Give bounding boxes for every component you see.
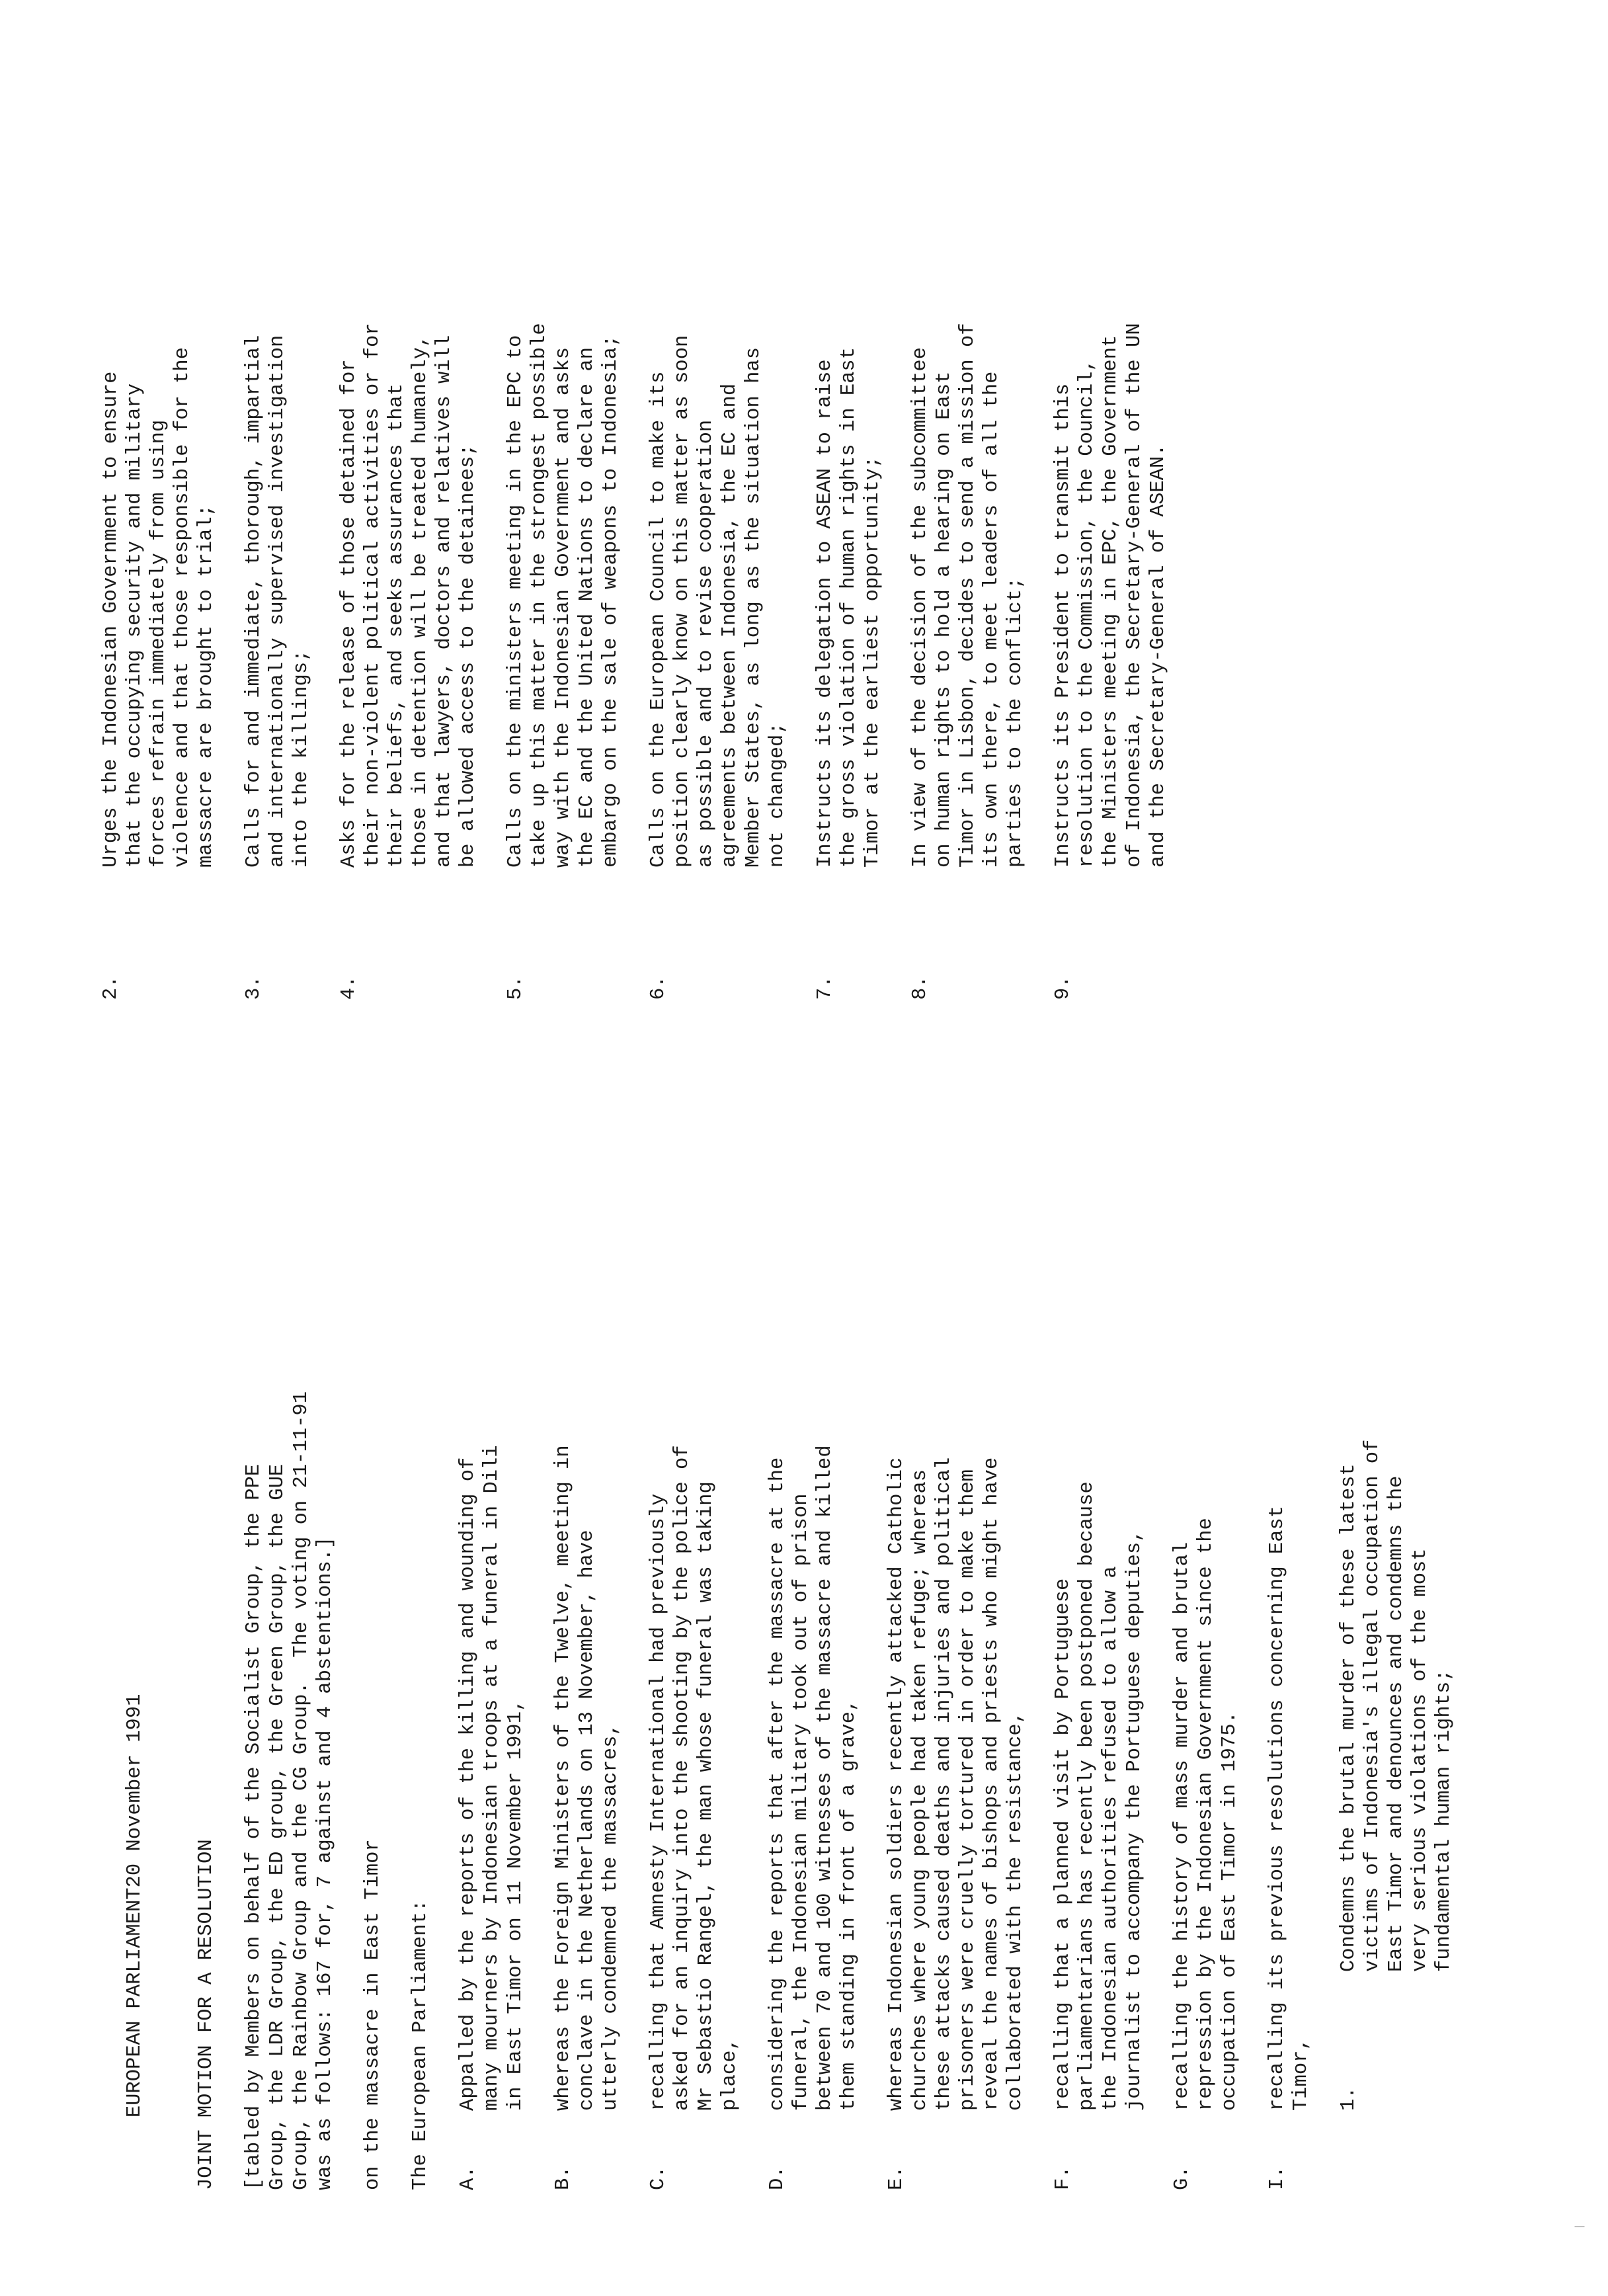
text-line: occupation of East Timor in 1975. <box>1219 1711 1241 2111</box>
paragraph-number: 7. <box>814 975 836 1000</box>
paragraph-text <box>885 1159 1027 2111</box>
text-line: resolution to the Commission, the Council, <box>1076 359 1098 868</box>
tabled-line: was as follows: 167 for, 7 against and 4 abstentions.] <box>314 1536 337 2190</box>
paragraph-text <box>99 347 218 868</box>
recital-label: G. <box>1171 2166 1193 2190</box>
text-line: take up this matter in the strongest possible <box>528 323 551 868</box>
paragraph-text <box>766 1159 861 2111</box>
text-line: very serious violations of the most <box>1409 1548 1431 1972</box>
operative-paragraph <box>813 61 885 1000</box>
text-line: the gross violation of human rights in East <box>838 347 860 868</box>
text-line: their non-violent political activities or for <box>362 323 384 868</box>
text-line: In view of the decision of the subcommittee <box>909 347 932 868</box>
operative-paragraph <box>1051 61 1170 1000</box>
paragraph-text <box>647 1159 742 2111</box>
text-line: and the Secretary-General of ASEAN. <box>1147 444 1170 868</box>
text-line: Condemns the brutal murder of these latest <box>1338 1463 1360 1972</box>
text-line: whereas Indonesian soldiers recently attacked Catholic <box>885 1457 908 2111</box>
tabled-line: Group, the Rainbow Group and the CG Group. The voting on 21-11-91 <box>290 1391 313 2190</box>
operative-paragraph <box>647 61 789 1000</box>
paragraph-text <box>337 323 480 868</box>
paragraph-text <box>551 1159 623 2111</box>
text-line: the Indonesian authorities refused to allow a <box>1100 1566 1122 2111</box>
text-line: Instructs its President to transmit this <box>1052 383 1074 868</box>
tabled-note <box>242 1159 337 2190</box>
tabled-line: Group, the LDR Group, the ED group, the Green Group, the GUE <box>266 1463 289 2190</box>
operative-list <box>99 61 1170 1000</box>
paragraph-text <box>1337 1440 1456 1972</box>
paragraph-number: 8. <box>909 975 932 1000</box>
text-line: in East Timor on 11 November 1991, <box>504 1699 527 2111</box>
text-line: on human rights to hold a hearing on East <box>933 371 955 868</box>
left-column <box>99 1159 1456 2190</box>
text-line: reveal the names of bishops and priests who might have <box>981 1457 1003 2111</box>
paragraph-text <box>1051 323 1170 868</box>
paragraph-number: 4. <box>338 975 360 1000</box>
recital-label: F. <box>1052 2166 1074 2190</box>
text-line: Asks for the release of those detained for <box>338 359 360 868</box>
document-title: JOINT MOTION FOR A RESOLUTION <box>195 1839 218 2190</box>
text-line: and that lawyers, doctors and relatives will <box>433 335 456 868</box>
paragraph-number: 3. <box>243 975 265 1000</box>
text-line: considering the reports that after the massacre at the <box>766 1457 789 2111</box>
text-line: as possible and to revise cooperation <box>695 419 717 868</box>
text-line: Appalled by the reports of the killing and wounding of <box>457 1457 479 2111</box>
text-line: and internationally supervised investigation <box>266 335 289 868</box>
text-line: them standing in front of a grave, <box>838 1699 860 2111</box>
recital <box>551 1159 623 2190</box>
text-line: massacre are brought to trial; <box>195 504 218 868</box>
paragraph-text <box>242 335 313 868</box>
paragraph-number: 6. <box>647 975 670 1000</box>
text-line: collaborated with the resistance, <box>1004 1711 1027 2111</box>
recital-label: E. <box>885 2166 908 2190</box>
text-line: Member States, as long as the situation has <box>743 347 765 868</box>
paragraph-number: 1. <box>1338 2086 1360 2111</box>
text-line: Calls for and immediate, thorough, impartial <box>243 335 265 868</box>
text-line: those in detention will be treated humanely, <box>409 335 432 868</box>
text-line: Timor at the earliest opportunity; <box>862 456 884 868</box>
operative-paragraph <box>337 61 480 1000</box>
text-line: these attacks caused deaths and injuries and political <box>933 1457 955 2111</box>
paragraph-number: 2. <box>100 975 122 1000</box>
text-line: position clearly know on this matter as soon <box>671 335 694 868</box>
operative-paragraph <box>504 61 623 1000</box>
text-line: recalling that Amnesty International had previously <box>647 1493 670 2111</box>
paragraph-text <box>1170 1159 1242 2111</box>
text-line: East Timor and denounces and condemns the <box>1385 1475 1408 1972</box>
recital <box>1266 1159 1313 2190</box>
text-line: many mourners by Indonesian troops at a funeral in Dili <box>481 1445 503 2111</box>
paragraph-text <box>504 323 623 868</box>
text-line: churches where young people had taken refuge; whereas <box>909 1469 932 2111</box>
text-line: Timor in Lisbon, decides to send a mission of <box>957 323 979 868</box>
text-line: Timor, <box>1290 2038 1312 2111</box>
text-line: way with the Indonesian Government and asks <box>552 347 575 868</box>
text-line: Instructs its delegation to ASEAN to raise <box>814 359 836 868</box>
text-line: be allowed access to the detainees; <box>457 444 479 868</box>
text-line: violence and that those responsible for the <box>171 347 194 868</box>
recital <box>1170 1159 1242 2190</box>
recital-label: C. <box>647 2166 670 2190</box>
text-line: the EC and the United Nations to declare an <box>576 347 598 868</box>
document-header <box>99 1159 171 2190</box>
text-line: fundamental human rights; <box>1433 1669 1455 1972</box>
paragraph-text <box>456 1159 528 2111</box>
paragraph-text <box>813 347 885 868</box>
text-line: the Ministers meeting in EPC, the Government <box>1100 335 1122 868</box>
text-line: recalling the history of mass murder and brutal <box>1171 1541 1193 2111</box>
text-line: Calls on the ministers meeting in the EPC to <box>504 335 527 868</box>
recital <box>1051 1159 1146 2190</box>
text-line: recalling that a planned visit by Portuguese <box>1052 1578 1074 2111</box>
recital <box>647 1159 742 2190</box>
text-line: into the killings; <box>290 649 313 868</box>
operative-paragraph <box>908 61 1027 1000</box>
text-line: prisoners were cruelly tortured in order to make them <box>957 1469 979 2111</box>
text-line: Urges the Indonesian Government to ensure <box>100 371 122 868</box>
recital-label: I. <box>1266 2166 1289 2190</box>
text-line: repression by the Indonesian Government since the <box>1195 1518 1217 2111</box>
text-line: of Indonesia, the Secretary-General of the UN <box>1123 323 1146 868</box>
text-line: embargo on the sale of weapons to Indonesia; <box>600 335 622 868</box>
operative-paragraph <box>242 61 313 1000</box>
text-line: between 70 and 100 witnesses of the massacre and killed <box>814 1445 836 2111</box>
subject-line: on the massacre in East Timor <box>362 1839 384 2190</box>
operative-paragraph <box>99 61 218 1000</box>
recital-label: A. <box>457 2166 479 2190</box>
paragraph-text <box>1051 1159 1146 2111</box>
tabled-line: [tabled by Members on behalf of the Socialist Group, the PPE <box>243 1463 265 2190</box>
paragraph-text <box>908 323 1027 868</box>
text-line: journalist to accompany the Portuguese deputies, <box>1123 1530 1146 2111</box>
document-date: 20 November 1991 <box>124 1694 146 1888</box>
recital-label: B. <box>552 2166 575 2190</box>
text-line: asked for an inquiry into the shooting by the police of <box>671 1445 694 2111</box>
text-line: funeral, the Indonesian military took out of prison <box>790 1493 813 2111</box>
text-line: not changed; <box>766 722 789 868</box>
recital <box>766 1159 861 2190</box>
text-line: utterly condemned the massacres, <box>600 1723 622 2111</box>
text-line: their beliefs, and seeks assurances that <box>385 383 408 868</box>
text-line: forces refrain immediately from using <box>147 419 170 868</box>
recital-label: D. <box>766 2166 789 2190</box>
paragraph-number: 5. <box>504 975 527 1000</box>
recitals-list <box>456 1159 1313 2190</box>
recital <box>885 1159 1027 2190</box>
right-column <box>99 61 1194 1000</box>
text-line: Mr Sebastio Rangel, the man whose funeral was taking <box>695 1481 717 2111</box>
text-line: agreements between Indonesia, the EC and <box>719 383 741 868</box>
recital <box>456 1159 528 2190</box>
paragraph-text <box>1266 1159 1313 2111</box>
scan-mark: | <box>1574 2223 1586 2230</box>
institution-name: EUROPEAN PARLIAMENT <box>124 1887 146 2118</box>
preamble-intro: The European Parliament: <box>409 1899 432 2190</box>
text-line: conclave in the Netherlands on 13 November, have <box>576 1530 598 2111</box>
text-line: that the occupying security and military <box>124 383 146 868</box>
text-line: Calls on the European Council to make its <box>647 371 670 868</box>
paragraph-text <box>647 335 789 868</box>
text-line: its own there, to meet leaders of all the <box>981 371 1003 868</box>
text-line: whereas the Foreign Ministers of the Twelve, meeting in <box>552 1445 575 2111</box>
paragraph-number: 9. <box>1052 975 1074 1000</box>
text-line: victims of Indonesia's illegal occupation of <box>1361 1439 1384 1972</box>
text-line: place, <box>719 2038 741 2111</box>
text-line: parties to the conflict; <box>1004 577 1027 868</box>
text-line: parliamentarians has recently been postponed because <box>1076 1481 1098 2111</box>
operative-paragraph-1 <box>1337 1159 1456 2190</box>
text-line: recalling its previous resolutions concerning East <box>1266 1505 1289 2111</box>
